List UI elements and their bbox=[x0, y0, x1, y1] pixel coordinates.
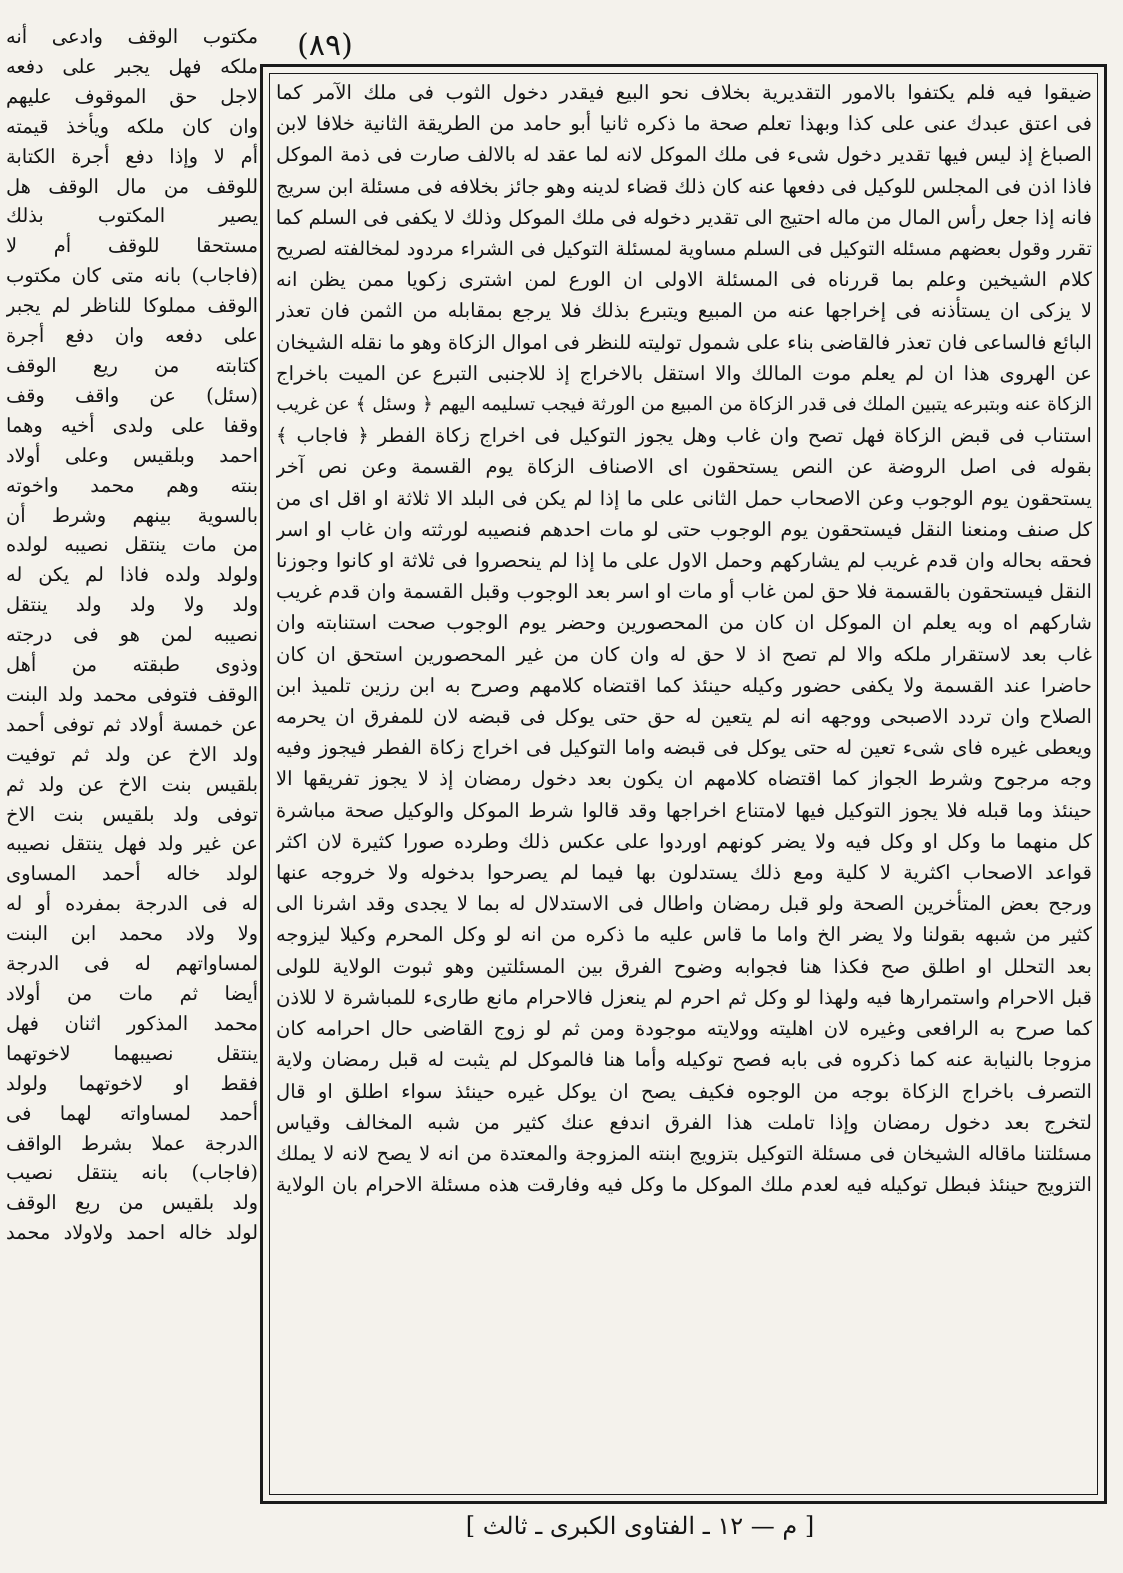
main-text-line: بقوله فى اصل الروضة عن النص يستحقون اى الاصناف الزكاة يوم القسمة وعن نص آخر bbox=[276, 455, 1092, 479]
side-column-line: أيضا ثم مات من أولاد bbox=[6, 982, 258, 1005]
side-column-line: محمد المذكور اثنان فهل bbox=[6, 1011, 258, 1035]
side-column-line: بلقيس بنت الاخ عن ولد ثم bbox=[6, 772, 258, 796]
side-column-line: عن غير ولد فهل ينتقل نصيبه bbox=[6, 832, 258, 856]
side-column-line: (سئل) عن واقف وقف bbox=[6, 383, 258, 407]
side-column-line: توفى ولد بلقيس بنت الاخ bbox=[6, 802, 258, 826]
page-footer: [ م — ١٢ ـ الفتاوى الكبرى ـ ثالث ] bbox=[465, 1512, 815, 1540]
main-text-line: البائع فالساعى فان تعذر فالقاضى بناء على شمول توليته للنظر فى اموال الزكاة وهو ما نقله الشيخان bbox=[276, 330, 1092, 354]
main-text-line: مزوجا بالنيابة عنه كما ذكروه فى بابه فصح توكيله وأما هنا فالموكل لم يثبت له قبل رمضان ولاية bbox=[276, 1048, 1092, 1072]
side-column-line: كتابته من ريع الوقف bbox=[6, 353, 258, 377]
side-column-line: الوقف مملوكا للناظر لم يجبر bbox=[6, 294, 258, 318]
side-column-line: فقط او لاخوتهما ولولد bbox=[6, 1071, 258, 1095]
main-text-line: وجه مرجوح وشرط الجواز كما اقتضاه كلامهم ان يكون بعد دخول رمضان إذ لا يجوز تفريقها الا bbox=[276, 767, 1092, 791]
side-column-line: عن خمسة أولاد ثم توفى أحمد bbox=[6, 712, 258, 736]
side-column-line: من مات ينتقل نصيبه لولده bbox=[6, 533, 258, 557]
side-column-line: بالسوية بينهم وشرط أن bbox=[6, 503, 258, 527]
main-text-line: التصرف باخراج الزكاة بوجه من الوجوه فكيف يصح ان يوكل غيره حينئذ سواء اطلق او قال bbox=[276, 1079, 1092, 1103]
main-text-line: ضيقوا فيه فلم يكتفوا بالامور التقديرية بخلاف نحو البيع فيقدر دخول الثوب فى ملك الآمر كما bbox=[276, 81, 1092, 104]
main-text-line: شاركهم اه وبه يعلم ان الموكل ان كان من المحصورين وحضر يوم الوجوب صحت استنابته وان bbox=[276, 611, 1092, 635]
main-text-line: يستحقون يوم الوجوب وعن الاصحاب حمل الثانى على ما إذا لم يكن فى البلد الا ثلاثة او اقل اى من bbox=[276, 486, 1092, 510]
side-column-line: وقفا على ولدى أخيه وهما bbox=[6, 413, 258, 437]
main-text-line: بعد التحلل او اطلق صح فكذا هنا فجوابه وضوح الفرق بين المسئلتين وهو ثبوت الولاية للولى bbox=[276, 954, 1092, 978]
side-column bbox=[6, 22, 258, 1552]
main-text-line: قواعد الاصحاب اكثرية لا كلية ومع ذلك يستدلون بها فيما لم يصرحوا بدخوله ولا خروجه عنها bbox=[276, 861, 1092, 885]
side-column-line: وذوى طبقته من أهل bbox=[6, 653, 258, 677]
main-text-line: الصباغ إذ ليس فيها تقدير دخول شىء فى ملك الموكل لانه لما عقد له بالالف صارت فى ذمة الموكل bbox=[276, 143, 1092, 167]
main-text-line: حاضرا عند القسمة ولا يكفى حضور وكيله حينئذ كما اقتضاه كلامهم وصرح به ابن رزين تلميذ ابن bbox=[276, 673, 1092, 697]
side-column-line: وان كان ملكه ويأخذ قيمته bbox=[6, 114, 258, 138]
main-text-line: حينئذ وما قبله فلا يجوز التوكيل فيها لامتناع اخراجها وقد قالوا شرط الموكل والوكيل صحة مباشرة bbox=[276, 798, 1092, 822]
main-text-line: لا يزكى ان يستأذنه فى إخراجها عنه من المبيع ويتبرع بذلك فلا يرجع بمقابله من الثمن فان تعذر bbox=[276, 299, 1092, 323]
side-column-line: أحمد لمساواته لهما فى bbox=[6, 1101, 258, 1125]
main-text-line: تقرر وقول بعضهم مسئله التوكيل فى السلم مساوية لمسئلة التوكيل فى الشراء مردود لمخالفته لصريح bbox=[276, 237, 1092, 261]
side-column-line: الدرجة عملا بشرط الواقف bbox=[6, 1131, 258, 1155]
main-text-line: كثير من شبهه بقولنا ولا يضر الخ واما ما قاس عليه ما ذكره من انه لو وكل المحرم وكيلا ليزوجه bbox=[276, 923, 1092, 947]
main-text-line: فى اعتق عبدك عنى على كذا وبهذا تعلم صحة ما ذكره ثانيا أبو حامد من الطريقة الثانية خلافا لابن bbox=[276, 112, 1092, 136]
main-text-line: فانه إذا جعل رأس المال من ماله احتيج الى تقدير دخوله فى ملك الموكل وذلك لا يكفى فى السلم كما bbox=[276, 205, 1092, 229]
main-text-line: لتخرج بعد دخول رمضان وإذا تاملت هذا الفرق اندفع عنك كثير من شبه المخالف وقياس bbox=[276, 1110, 1092, 1134]
side-column-line: احمد وبلقيس وعلى أولاد bbox=[6, 443, 258, 467]
side-column-line: ولد الاخ عن ولد ثم توفيت bbox=[6, 742, 258, 766]
side-column-line: يصير المكتوب بذلك bbox=[6, 204, 258, 228]
main-text-line: كل صنف ومنعنا النقل فيستحقون يوم الوجوب حتى لو مات احدهم فنصيبه لورثته وان غاب او اسر bbox=[276, 517, 1092, 541]
side-column-line: على دفعه وان دفع أجرة bbox=[6, 324, 258, 348]
main-text-line: ويعطى غيره فاى شىء تعين له حتى يوكل فى قبضه واما التوكيل فى اخراج زكاة الفطر فيجوز وفيه bbox=[276, 736, 1092, 760]
main-text-line: استناب فى قبض الزكاة فهل تصح وان غاب وهل يجوز التوكيل فى اخراج زكاة الفطر ﴿ فاجاب ﴾ bbox=[276, 424, 1092, 448]
side-column-line: لولد خاله احمد ولاولاد محمد bbox=[6, 1221, 258, 1245]
side-column-line: لاجل حق الموقوف عليهم bbox=[6, 84, 258, 108]
main-text-line: الصلاح وان تردد الاصبحى ووجهه انه لم يتعين له حق حتى يوكل فى قبضه لان للمفرق ان يحرمه bbox=[276, 705, 1092, 729]
main-text-line: كل منهما ما وكل او وكل فيه ولا يضر كونهم اوردوا على عكس ذلك وطرده صورا كثيرة لان اكثر bbox=[276, 829, 1092, 853]
side-column-line: ولد ولا ولد ولد ينتقل bbox=[6, 593, 258, 617]
main-text-line: مسئلتنا ماقاله الشيخان فى مسئلة التوكيل بتزويج ابنته المزوجة والمعتدة من انه لا يصح لانه لا يملك bbox=[276, 1141, 1092, 1165]
main-text-line: قبل الاحرام واستمرارها فيه ولهذا لو وكل ثم احرم لم ينعزل فالاحرام مانع طارىء للمباشرة لا للاذن bbox=[276, 985, 1092, 1009]
side-column-line: ينتقل نصيبهما لاخوتهما bbox=[6, 1041, 258, 1065]
main-text-line: فحقه بحاله وان قدم غريب لم يشاركهم وحمل الاول على ما إذا لم ينحصروا فى ثلاثة او كانوا وجوزنا bbox=[276, 549, 1092, 573]
main-text-line: النقل فيستحقون بالقسمة فلا حق لمن غاب أو مات او اسر بعد الوجوب وقبل القسمة وان قدم غريب bbox=[276, 580, 1092, 604]
main-text-line: كلام الشيخين وعلم بما قررناه فى المسئلة الاولى ان الورع لمن اشترى زكويا ممن يظن انه bbox=[276, 268, 1092, 292]
main-text-line: فاذا اذن فى المجلس للوكيل فى دفعها عنه كان ذلك قضاء لدينه وهو جائز بخلافه فى مسئلة ابن سريج bbox=[276, 174, 1092, 198]
page-number: (٨٩) bbox=[297, 28, 353, 63]
side-column-line: للوقف من مال الوقف هل bbox=[6, 174, 258, 198]
side-column-line: (فاجاب) بانه متى كان مكتوب bbox=[6, 264, 258, 288]
main-text-body bbox=[276, 77, 1092, 1492]
main-text-line: عن الهروى هذا ان لم يعلم موت المالك والا استقل بالاخراج إذ للاجنبى التبرع عن الميت باخراج bbox=[276, 361, 1092, 385]
main-text-line: التزويج حينئذ فبطل توكيله فيه لعدم ملك الموكل ما وكل فيه وفارقت هذه مسئلة الاحرام بان الولاية bbox=[276, 1173, 1092, 1197]
side-column-line: لمساواتهم له فى الدرجة bbox=[6, 952, 258, 976]
main-text-line: ورجح بعض المتأخرين الصحة ولو قبل رمضان واطال فى الاستدلال له بما لا يجدى وقد اشرنا الى bbox=[276, 892, 1092, 916]
side-column-line: ملكه فهل يجبر على دفعه bbox=[6, 54, 258, 78]
side-column-line: أم لا وإذا دفع أجرة الكتابة bbox=[6, 144, 258, 168]
side-column-line: لولد خاله أحمد المساوى bbox=[6, 862, 258, 886]
side-column-line: نصيبه لمن هو فى درجته bbox=[6, 623, 258, 647]
main-text-line: غاب بعد لاستقرار ملكه والا لم تصح اذ لا حق له وان كان من غير المحصورين استحق ان كان bbox=[276, 642, 1092, 666]
side-column-line: ولد بلقيس من ريع الوقف bbox=[6, 1191, 258, 1215]
side-column-line: (فاجاب) بانه ينتقل نصيب bbox=[6, 1161, 258, 1185]
main-text-line: كما صرح به الرافعى وغيره لان اهليته وولايته موجودة ومن ثم لو زوج القاضى حال احرامه كان bbox=[276, 1017, 1092, 1041]
side-column-line: الوقف فتوفى محمد ولد البنت bbox=[6, 682, 258, 706]
side-column-line: له فى الدرجة بمفرده أو له bbox=[6, 892, 258, 916]
side-column-line: ولولد ولده فاذا لم يكن له bbox=[6, 563, 258, 587]
side-column-line: مستحقا للوقف أم لا bbox=[6, 234, 258, 258]
side-column-line: ولا ولاد محمد ابن البنت bbox=[6, 922, 258, 946]
side-column-line: بنته وهم محمد واخوته bbox=[6, 473, 258, 497]
main-text-line: الزكاة عنه وبتبرعه يتبين الملك فى قدر الزكاة من المبيع من الورثة فيجب تسليمه اليهم ﴿ وسئل ﴾ عن غريب bbox=[276, 394, 1092, 416]
side-column-line: مكتوب الوقف وادعى أنه bbox=[6, 25, 258, 48]
